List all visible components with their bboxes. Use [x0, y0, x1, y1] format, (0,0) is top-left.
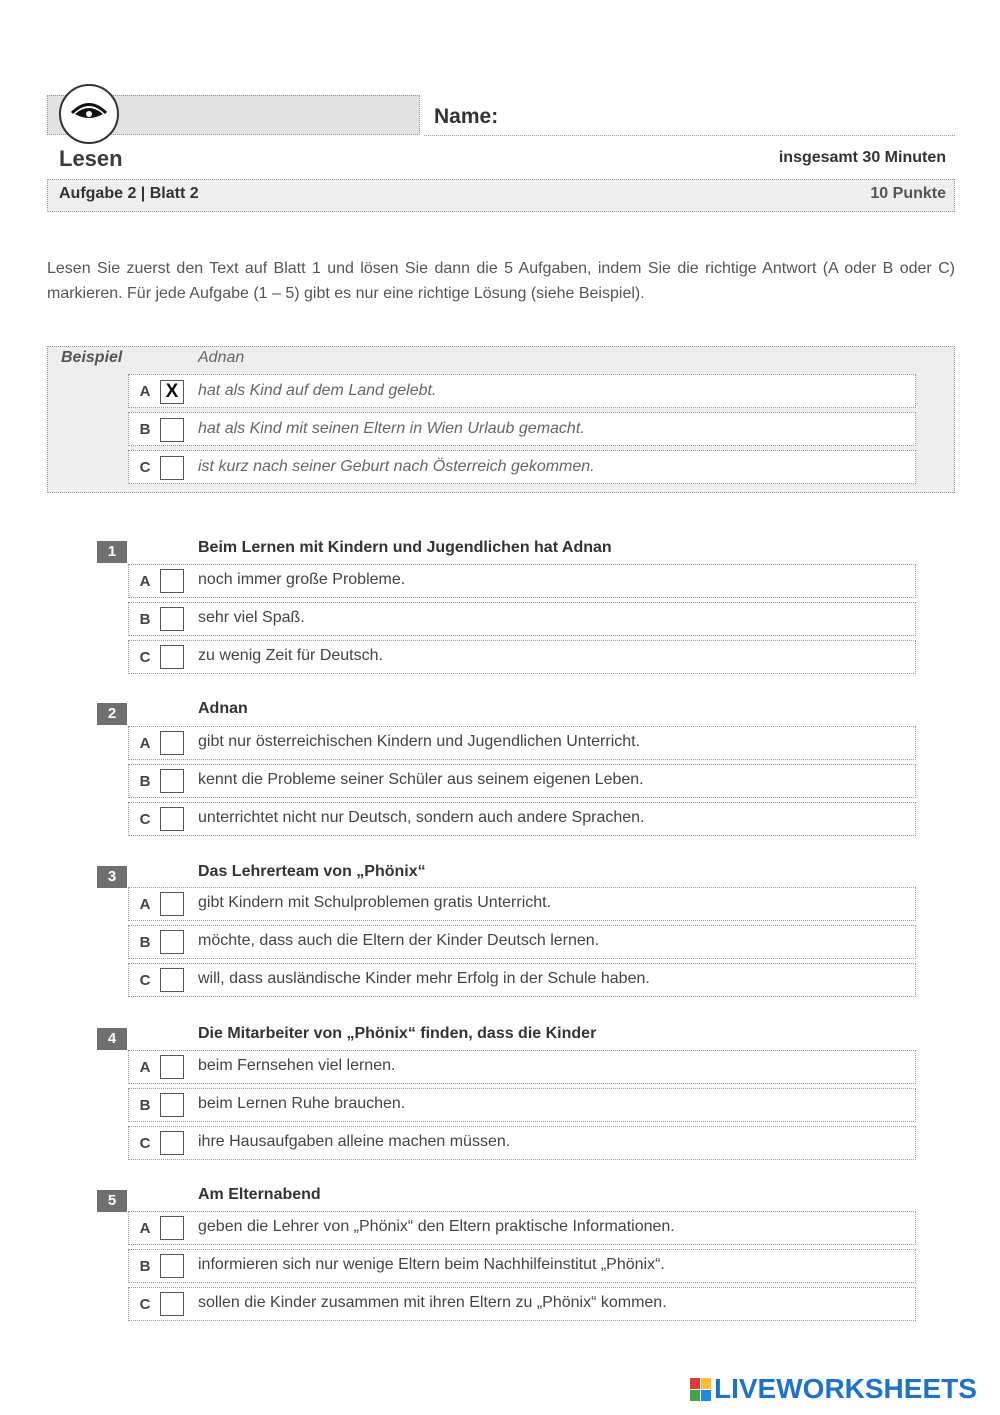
- example-option-text: ist kurz nach seiner Geburt nach Österreich gekommen.: [198, 458, 595, 475]
- answer-checkbox[interactable]: [160, 769, 184, 793]
- answer-letter: B: [139, 934, 151, 951]
- answer-checkbox[interactable]: [160, 1292, 184, 1316]
- answer-letter: B: [139, 1258, 151, 1275]
- answer-letter: A: [139, 1220, 151, 1237]
- points-text: 10 Punkte: [870, 185, 946, 202]
- example-checkbox: X: [160, 380, 184, 404]
- answer-letter: B: [139, 1097, 151, 1114]
- question-stem: Das Lehrerteam von „Phönix“: [198, 863, 426, 880]
- question-stem: Die Mitarbeiter von „Phönix“ finden, dass die Kinder: [198, 1025, 597, 1042]
- answer-letter: B: [139, 611, 151, 628]
- answer-checkbox[interactable]: [160, 645, 184, 669]
- answer-letter: B: [139, 773, 151, 790]
- task-title: Aufgabe 2 | Blatt 2: [59, 185, 199, 202]
- example-option-letter: B: [139, 421, 151, 438]
- question-number: 5: [97, 1190, 127, 1212]
- answer-letter: C: [139, 649, 151, 666]
- question-number: 2: [97, 703, 127, 725]
- answer-checkbox[interactable]: [160, 1216, 184, 1240]
- answer-letter: C: [139, 1135, 151, 1152]
- answer-checkbox[interactable]: [160, 930, 184, 954]
- brand-name: LIVEWORKSHEETS: [714, 1373, 977, 1404]
- example-stem: Adnan: [198, 349, 245, 366]
- section-title: Lesen: [59, 146, 123, 171]
- answer-text: unterrichtet nicht nur Deutsch, sondern auch andere Sprachen.: [198, 809, 645, 826]
- answer-checkbox[interactable]: [160, 1055, 184, 1079]
- answer-checkbox[interactable]: [160, 1131, 184, 1155]
- answer-text: geben die Lehrer von „Phönix“ den Eltern praktische Informationen.: [198, 1218, 675, 1235]
- reading-eye-icon: [59, 84, 119, 144]
- name-field-line[interactable]: [424, 135, 955, 136]
- answer-text: sehr viel Spaß.: [198, 609, 305, 626]
- answer-text: zu wenig Zeit für Deutsch.: [198, 647, 383, 664]
- answer-text: gibt nur österreichischen Kindern und Jugendlichen Unterricht.: [198, 733, 641, 750]
- answer-checkbox[interactable]: [160, 731, 184, 755]
- example-option-text: hat als Kind mit seinen Eltern in Wien Urlaub gemacht.: [198, 420, 585, 437]
- example-option-letter: C: [139, 459, 151, 476]
- answer-checkbox[interactable]: [160, 1254, 184, 1278]
- answer-text: gibt Kindern mit Schulproblemen gratis Unterricht.: [198, 894, 552, 911]
- example-label: Beispiel: [61, 349, 123, 366]
- question-stem: Am Elternabend: [198, 1186, 321, 1203]
- instructions: Lesen Sie zuerst den Text auf Blatt 1 und lösen Sie dann die 5 Aufgaben, indem Sie die richtige Antwort (A oder B oder C) markieren. Für jede Aufgabe (1 – 5) gibt es nur eine richtige Lösung (siehe Beispiel).: [47, 260, 955, 302]
- answer-letter: A: [139, 573, 151, 590]
- answer-text: beim Lernen Ruhe brauchen.: [198, 1095, 406, 1112]
- question-stem: Adnan: [198, 700, 248, 717]
- question-number: 4: [97, 1028, 127, 1050]
- answer-checkbox[interactable]: [160, 1093, 184, 1117]
- liveworksheets-grid-icon: [690, 1378, 712, 1402]
- answer-checkbox[interactable]: [160, 569, 184, 593]
- answer-text: sollen die Kinder zusammen mit ihren Eltern zu „Phönix“ kommen.: [198, 1294, 667, 1311]
- question-stem: Beim Lernen mit Kindern und Jugendlichen hat Adnan: [198, 539, 612, 556]
- answer-letter: C: [139, 1296, 151, 1313]
- answer-text: kennt die Probleme seiner Schüler aus seinem eigenen Leben.: [198, 771, 644, 788]
- answer-letter: C: [139, 972, 151, 989]
- answer-letter: A: [139, 735, 151, 752]
- answer-checkbox[interactable]: [160, 892, 184, 916]
- example-option-letter: A: [139, 383, 151, 400]
- example-checkbox: [160, 418, 184, 442]
- answer-text: informieren sich nur wenige Eltern beim Nachhilfeinstitut „Phönix“.: [198, 1256, 665, 1273]
- answer-checkbox[interactable]: [160, 968, 184, 992]
- answer-checkbox[interactable]: [160, 807, 184, 831]
- answer-text: ihre Hausaufgaben alleine machen müssen.: [198, 1133, 511, 1150]
- duration-text: insgesamt 30 Minuten: [778, 149, 946, 166]
- answer-letter: A: [139, 896, 151, 913]
- question-number: 1: [97, 541, 127, 563]
- answer-letter: C: [139, 811, 151, 828]
- example-option-text: hat als Kind auf dem Land gelebt.: [198, 382, 437, 399]
- answer-text: beim Fernsehen viel lernen.: [198, 1057, 396, 1074]
- answer-letter: A: [139, 1059, 151, 1076]
- answer-checkbox[interactable]: [160, 607, 184, 631]
- answer-text: möchte, dass auch die Eltern der Kinder Deutsch lernen.: [198, 932, 600, 949]
- answer-text: noch immer große Probleme.: [198, 571, 406, 588]
- name-label: Name:: [434, 105, 499, 128]
- answer-text: will, dass ausländische Kinder mehr Erfolg in der Schule haben.: [198, 970, 650, 987]
- question-number: 3: [97, 866, 127, 888]
- example-checkbox: [160, 456, 184, 480]
